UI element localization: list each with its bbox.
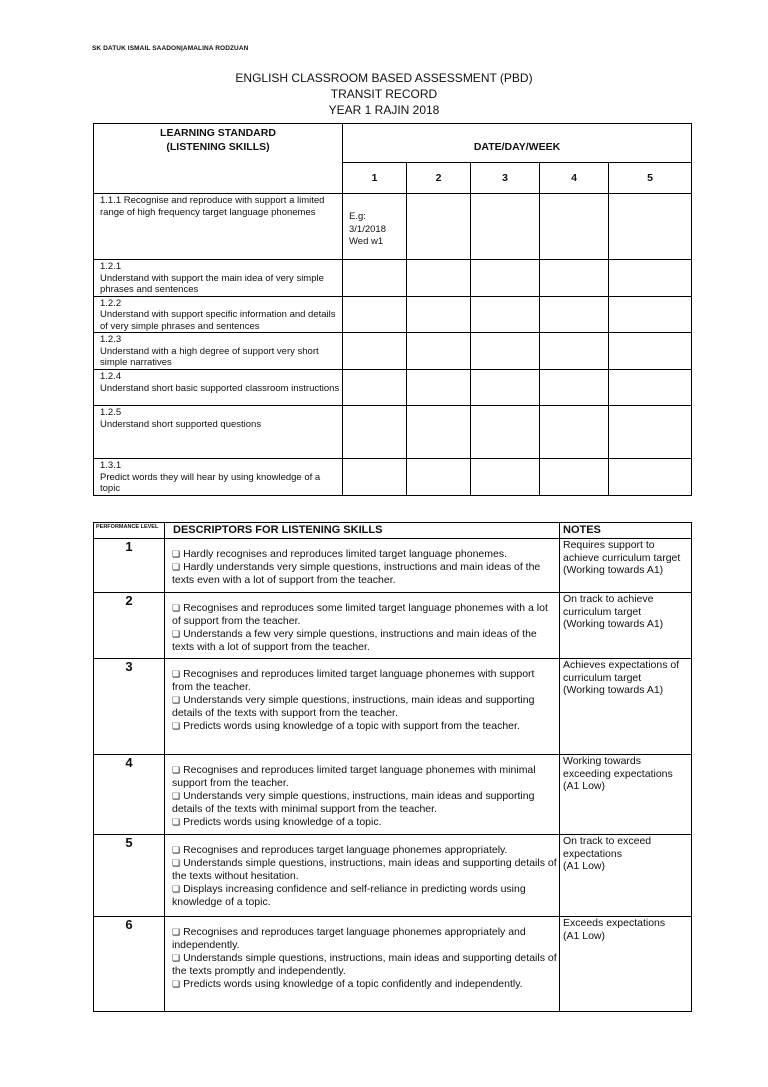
- learning-standard-cell: [94, 260, 343, 297]
- descriptor-item: [172, 816, 557, 829]
- descriptor-text: Recognises and reproduces target language phonemes appropriately.: [183, 844, 508, 856]
- descriptor-cell: [165, 835, 560, 917]
- note-line: Working towards exceeding expectations: [563, 755, 673, 780]
- descriptor-text: Displays increasing confidence and self-reliance in predicting words using knowledge of a topic.: [172, 883, 526, 908]
- example-date-line: E.g:: [349, 211, 366, 222]
- record-cell[interactable]: [407, 459, 471, 496]
- descriptor-text: Understands very simple questions, instructions, main ideas and supporting details of the texts with support from the teacher.: [172, 694, 535, 719]
- descriptor-item: [172, 602, 557, 628]
- performance-level-number: 5: [94, 835, 165, 917]
- descriptor-text: Understands a few very simple questions, instructions and main ideas of the texts with a lot of support from the teacher.: [172, 628, 537, 653]
- learning-standard-cell: [94, 296, 343, 333]
- notes-cell: [560, 755, 692, 835]
- date-column-4: 4: [540, 163, 609, 194]
- checkbox-bullet-icon: ❏: [172, 695, 181, 705]
- note-line: Exceeds expectations: [563, 917, 666, 929]
- record-cell[interactable]: [471, 459, 540, 496]
- standard-row: [94, 260, 692, 297]
- standard-text: Understand with a high degree of support very short simple narratives: [100, 345, 319, 368]
- checkbox-bullet-icon: ❏: [172, 549, 181, 559]
- descriptor-cell: [165, 593, 560, 659]
- school-header: SK DATUK ISMAIL SAADON|AMALINA RODZUAN: [92, 45, 249, 52]
- record-cell[interactable]: [407, 406, 471, 459]
- title-line-2: TRANSIT RECORD: [330, 87, 438, 101]
- note-line: (Working towards A1): [563, 684, 664, 696]
- transit-record-table: [93, 123, 692, 496]
- date-column-1: 1: [343, 163, 407, 194]
- record-cell[interactable]: [471, 296, 540, 333]
- descriptor-text: Hardly understands very simple questions, instructions and main ideas of the texts even with a lot of support from the teacher.: [172, 561, 541, 586]
- record-cell[interactable]: [471, 406, 540, 459]
- performance-level-number: 2: [94, 593, 165, 659]
- standard-row: [94, 333, 692, 370]
- record-cell[interactable]: [407, 333, 471, 370]
- record-cell[interactable]: [407, 260, 471, 297]
- descriptor-item: [172, 668, 557, 694]
- note-line: (A1 Low): [563, 780, 606, 792]
- record-cell[interactable]: [343, 406, 407, 459]
- descriptor-item: [172, 857, 557, 883]
- descriptor-item: [172, 952, 557, 978]
- record-cell[interactable]: [471, 260, 540, 297]
- checkbox-bullet-icon: ❏: [172, 721, 181, 731]
- descriptor-cell: [165, 917, 560, 1012]
- note-line: On track to achieve curriculum target: [563, 593, 654, 618]
- descriptor-item: [172, 628, 557, 654]
- record-cell[interactable]: [343, 296, 407, 333]
- record-cell[interactable]: [407, 296, 471, 333]
- notes-cell: [560, 539, 692, 593]
- record-cell[interactable]: [540, 333, 609, 370]
- standard-row: [94, 459, 692, 496]
- standard-row: [94, 296, 692, 333]
- performance-level-number: 6: [94, 917, 165, 1012]
- descriptor-text: Understands very simple questions, instructions, main ideas and supporting details of the texts with minimal support from the teacher.: [172, 790, 535, 815]
- performance-level-header: PERFORMANCE LEVEL: [94, 523, 165, 539]
- descriptor-cell: [165, 539, 560, 593]
- descriptor-text: Understands simple questions, instructions, main ideas and supporting details of the texts without hesitation.: [172, 857, 557, 882]
- descriptor-text: Recognises and reproduces some limited target language phonemes with a lot of support from the teacher.: [172, 602, 548, 627]
- record-cell[interactable]: [343, 370, 407, 406]
- record-cell[interactable]: [609, 333, 692, 370]
- notes-cell: [560, 835, 692, 917]
- descriptor-cell: [165, 755, 560, 835]
- record-cell[interactable]: [540, 194, 609, 260]
- standard-code: 1.2.3: [100, 334, 122, 345]
- note-line: On track to exceed expectations: [563, 835, 652, 860]
- standard-code: 1.2.5: [100, 407, 122, 418]
- record-cell[interactable]: [407, 194, 471, 260]
- descriptor-cell: [165, 659, 560, 755]
- descriptor-text: Hardly recognises and reproduces limited target language phonemes.: [183, 548, 508, 560]
- descriptor-item: [172, 548, 557, 561]
- checkbox-bullet-icon: ❏: [172, 562, 181, 572]
- learning-standard-cell: [94, 194, 343, 260]
- learning-standard-cell: [94, 406, 343, 459]
- performance-level-row: [94, 917, 692, 1012]
- title-line-1: ENGLISH CLASSROOM BASED ASSESSMENT (PBD): [235, 71, 533, 85]
- checkbox-bullet-icon: ❏: [172, 979, 181, 989]
- checkbox-bullet-icon: ❏: [172, 765, 181, 775]
- standard-code: 1.3.1: [100, 460, 122, 471]
- note-line: (Working towards A1): [563, 564, 664, 576]
- descriptor-text: Recognises and reproduces limited target language phonemes with support from the teacher.: [172, 668, 535, 693]
- performance-level-number: 4: [94, 755, 165, 835]
- learning-standard-header: LEARNING STANDARD (LISTENING SKILLS): [94, 124, 343, 194]
- standard-code: 1.2.1: [100, 261, 122, 272]
- descriptor-item: [172, 561, 557, 587]
- descriptor-item: [172, 694, 557, 720]
- notes-header: NOTES: [560, 523, 692, 539]
- checkbox-bullet-icon: ❏: [172, 817, 181, 827]
- standard-text: Recognise and reproduce with support a limited range of high frequency target language phonemes: [100, 195, 325, 218]
- checkbox-bullet-icon: ❏: [172, 669, 181, 679]
- record-cell[interactable]: [540, 370, 609, 406]
- date-column-5: 5: [609, 163, 692, 194]
- checkbox-bullet-icon: ❏: [172, 927, 181, 937]
- standard-code: 1.1.1: [100, 195, 122, 206]
- descriptor-item: [172, 883, 557, 909]
- checkbox-bullet-icon: ❏: [172, 791, 181, 801]
- record-cell[interactable]: [609, 370, 692, 406]
- note-line: Achieves expectations of curriculum target: [563, 659, 680, 684]
- note-line: (Working towards A1): [563, 618, 664, 630]
- date-day-week-header: DATE/DAY/WEEK: [343, 124, 692, 163]
- descriptor-item: [172, 790, 557, 816]
- descriptor-text: Recognises and reproduces target language phonemes appropriately and independently.: [172, 926, 526, 951]
- record-cell[interactable]: [609, 406, 692, 459]
- descriptor-item: [172, 978, 557, 991]
- record-cell[interactable]: [540, 459, 609, 496]
- standard-text: Understand short supported questions: [100, 418, 262, 430]
- learning-standard-cell: [94, 333, 343, 370]
- record-cell[interactable]: [540, 260, 609, 297]
- descriptor-text: Understands simple questions, instructions, main ideas and supporting details of the texts promptly and independently.: [172, 952, 557, 977]
- descriptor-item: [172, 844, 557, 857]
- standard-row: [94, 370, 692, 406]
- example-date-line: Wed w1: [349, 236, 384, 247]
- record-cell[interactable]: [609, 296, 692, 333]
- performance-level-row: [94, 659, 692, 755]
- performance-level-row: [94, 755, 692, 835]
- example-date-line: 3/1/2018: [349, 223, 386, 235]
- standard-text: Understand with support specific information and details of very simple phrases and sentences: [100, 309, 336, 332]
- checkbox-bullet-icon: ❏: [172, 953, 181, 963]
- record-cell[interactable]: [540, 406, 609, 459]
- notes-cell: [560, 917, 692, 1012]
- descriptor-text: Predicts words using knowledge of a topic.: [183, 816, 382, 828]
- record-cell[interactable]: [471, 333, 540, 370]
- descriptors-header: DESCRIPTORS FOR LISTENING SKILLS: [165, 523, 560, 539]
- note-line: (A1 Low): [563, 929, 606, 942]
- descriptor-item: [172, 720, 557, 733]
- checkbox-bullet-icon: ❏: [172, 629, 181, 639]
- record-cell[interactable]: [343, 459, 407, 496]
- descriptor-text: Predicts words using knowledge of a topic confidently and independently.: [183, 978, 523, 990]
- performance-descriptor-table: [93, 522, 692, 1012]
- checkbox-bullet-icon: ❏: [172, 884, 181, 894]
- performance-level-row: [94, 835, 692, 917]
- date-column-3: 3: [471, 163, 540, 194]
- descriptor-item: [172, 764, 557, 790]
- example-date-cell[interactable]: [343, 194, 407, 260]
- date-column-2: 2: [407, 163, 471, 194]
- standard-code: 1.2.2: [100, 297, 122, 309]
- checkbox-bullet-icon: ❏: [172, 603, 181, 613]
- notes-cell: [560, 659, 692, 755]
- document-title: [0, 70, 768, 118]
- descriptor-text: Predicts words using knowledge of a topic with support from the teacher.: [183, 720, 520, 732]
- record-cell[interactable]: [471, 194, 540, 260]
- standard-text: Understand with support the main idea of very simple phrases and sentences: [100, 272, 324, 295]
- performance-level-row: [94, 539, 692, 593]
- note-line: Requires support to achieve curriculum target: [563, 539, 681, 564]
- record-cell[interactable]: [343, 260, 407, 297]
- descriptor-text: Recognises and reproduces limited target language phonemes with minimal support from the teacher.: [172, 764, 536, 789]
- record-cell[interactable]: [609, 459, 692, 496]
- record-cell[interactable]: [609, 260, 692, 297]
- record-cell[interactable]: [471, 370, 540, 406]
- learning-standard-cell: [94, 370, 343, 406]
- notes-cell: [560, 593, 692, 659]
- note-line: (A1 Low): [563, 860, 606, 872]
- checkbox-bullet-icon: ❏: [172, 845, 181, 855]
- standard-text: Predict words they will hear by using knowledge of a topic: [100, 471, 321, 494]
- performance-level-number: 1: [94, 539, 165, 593]
- record-cell[interactable]: [407, 370, 471, 406]
- learning-standard-cell: [94, 459, 343, 496]
- standard-row: [94, 406, 692, 459]
- title-line-3: YEAR 1 RAJIN 2018: [328, 103, 440, 117]
- performance-level-row: [94, 593, 692, 659]
- checkbox-bullet-icon: ❏: [172, 858, 181, 868]
- performance-level-number: 3: [94, 659, 165, 755]
- descriptor-item: [172, 926, 557, 952]
- standard-text: Understand short basic supported classroom instructions: [100, 382, 340, 394]
- record-cell[interactable]: [540, 296, 609, 333]
- standard-row: [94, 194, 692, 260]
- record-cell[interactable]: [343, 333, 407, 370]
- standard-code: 1.2.4: [100, 371, 122, 382]
- record-cell[interactable]: [609, 194, 692, 260]
